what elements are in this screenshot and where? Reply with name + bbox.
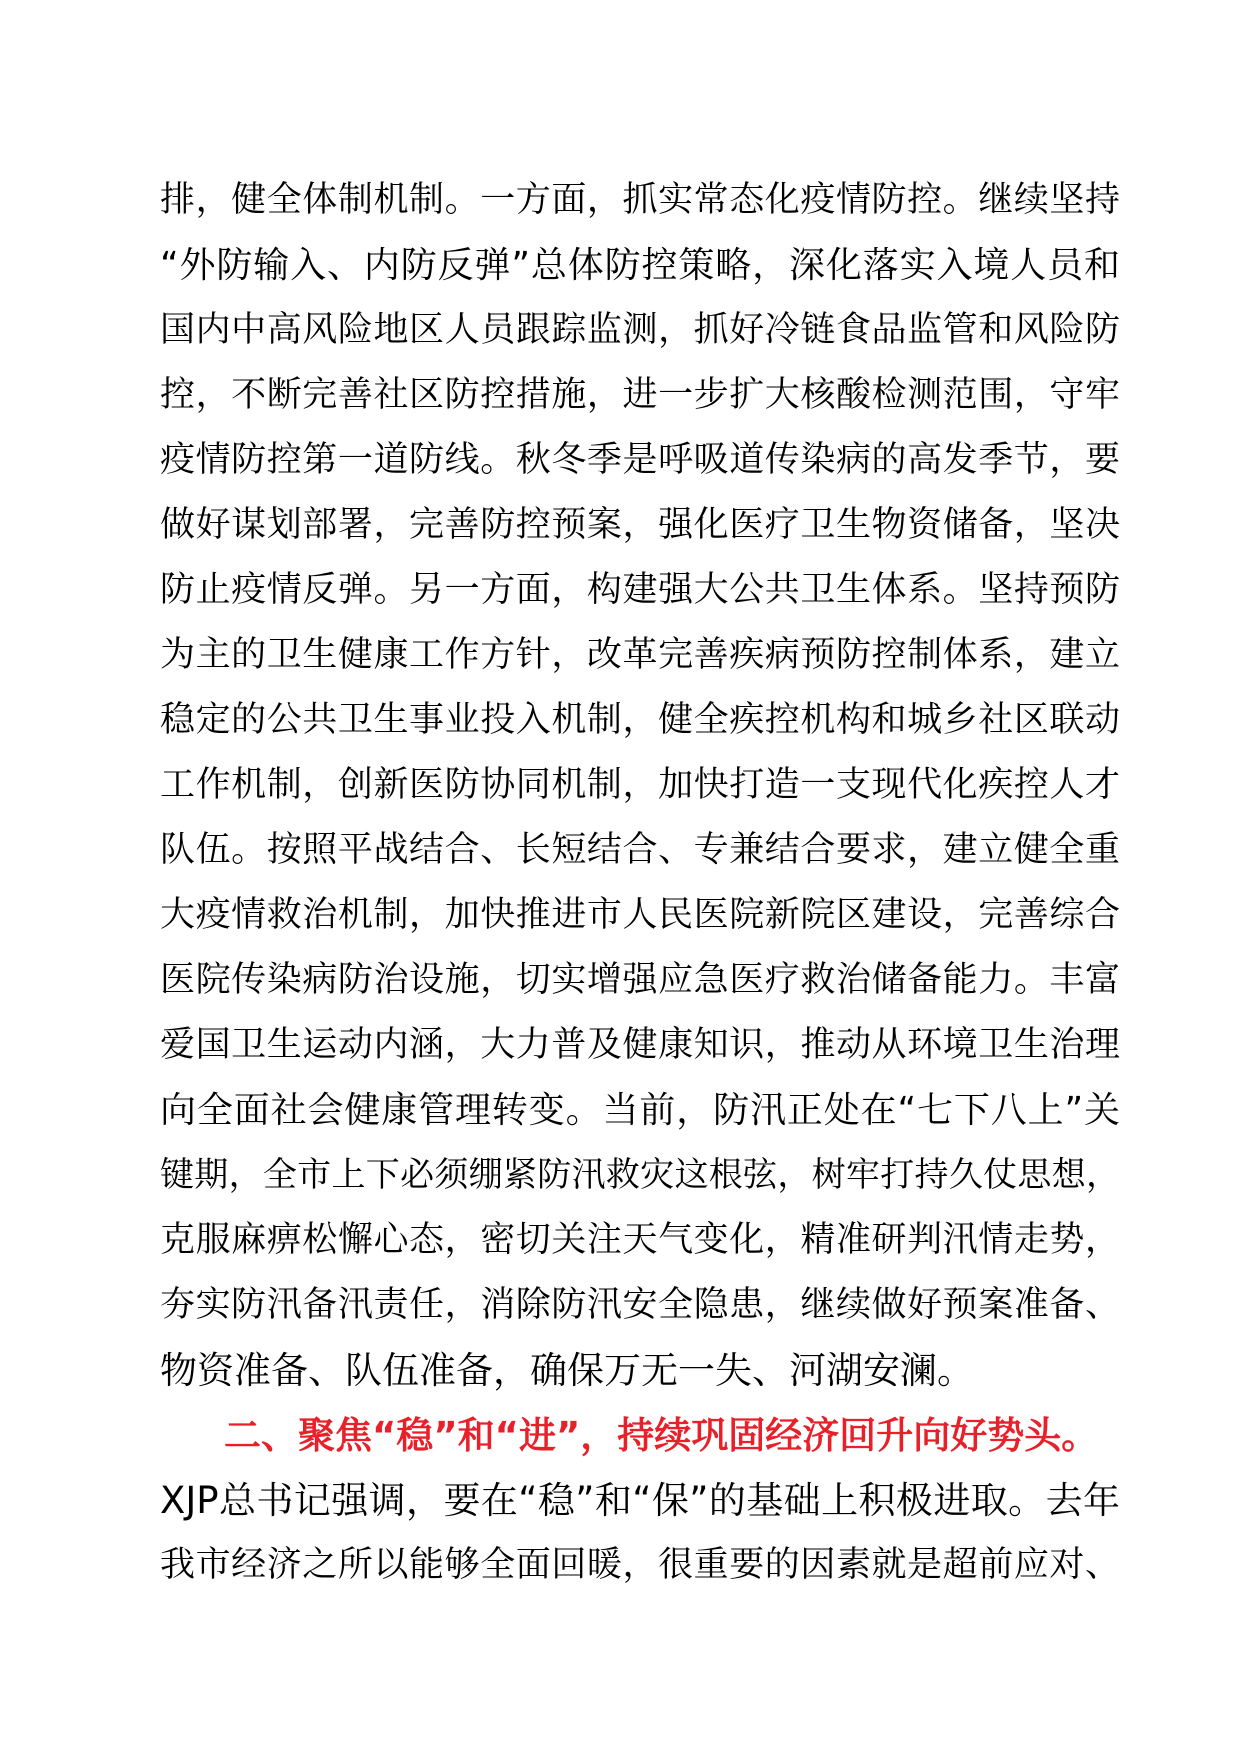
body-line: “外防输入、内防反弹”总体防控策略，深化落实入境人员和	[160, 245, 1120, 286]
body-line: 键期，全市上下必须绷紧防汛救灾这根弦，树牢打持久仗思想，	[160, 1155, 1120, 1195]
body-line: 大疫情救治机制，加快推进市人民医院新院区建设，完善综合	[160, 895, 1120, 935]
body-line: 我市经济之所以能够全面回暖，很重要的因素就是超前应对、	[160, 1545, 1120, 1585]
body-line: 国内中高风险地区人员跟踪监测，抓好冷链食品监管和风险防	[160, 310, 1120, 350]
body-line: 控，不断完善社区防控措施，进一步扩大核酸检测范围，守牢	[160, 375, 1120, 415]
body-line: 队伍。按照平战结合、长短结合、专兼结合要求，建立健全重	[160, 830, 1120, 870]
body-line: 疫情防控第一道防线。秋冬季是呼吸道传染病的高发季节，要	[160, 440, 1120, 480]
body-line: 工作机制，创新医防协同机制，加快打造一支现代化疾控人才	[160, 765, 1120, 805]
body-line: 稳定的公共卫生事业投入机制，健全疾控机构和城乡社区联动	[160, 700, 1120, 740]
section-heading: 二、聚焦“稳”和“进”，持续巩固经济回升向好势头。	[224, 1414, 1099, 1457]
body-line: 防止疫情反弹。另一方面，构建强大公共卫生体系。坚持预防	[160, 570, 1120, 610]
body-line: 克服麻痹松懈心态，密切关注天气变化，精准研判汛情走势，	[160, 1220, 1120, 1260]
body-line: 向全面社会健康管理转变。当前，防汛正处在“七下八上”关	[160, 1090, 1120, 1131]
body-line: 做好谋划部署，完善防控预案，强化医疗卫生物资储备，坚决	[160, 505, 1120, 545]
body-line: 夯实防汛备汛责任，消除防汛安全隐患，继续做好预案准备、	[160, 1285, 1120, 1325]
body-line: XJP总书记强调，要在“稳”和“保”的基础上积极进取。去年	[160, 1479, 1120, 1522]
document-page	[160, 168, 1120, 1598]
body-line: 为主的卫生健康工作方针，改革完善疾病预防控制体系，建立	[160, 635, 1120, 675]
body-line: 排，健全体制机制。一方面，抓实常态化疫情防控。继续坚持	[160, 180, 1120, 220]
body-line: 医院传染病防治设施，切实增强应急医疗救治储备能力。丰富	[160, 960, 1120, 1000]
body-line: 物资准备、队伍准备，确保万无一失、河湖安澜。	[160, 1349, 974, 1392]
body-line: 爱国卫生运动内涵，大力普及健康知识，推动从环境卫生治理	[160, 1025, 1120, 1065]
